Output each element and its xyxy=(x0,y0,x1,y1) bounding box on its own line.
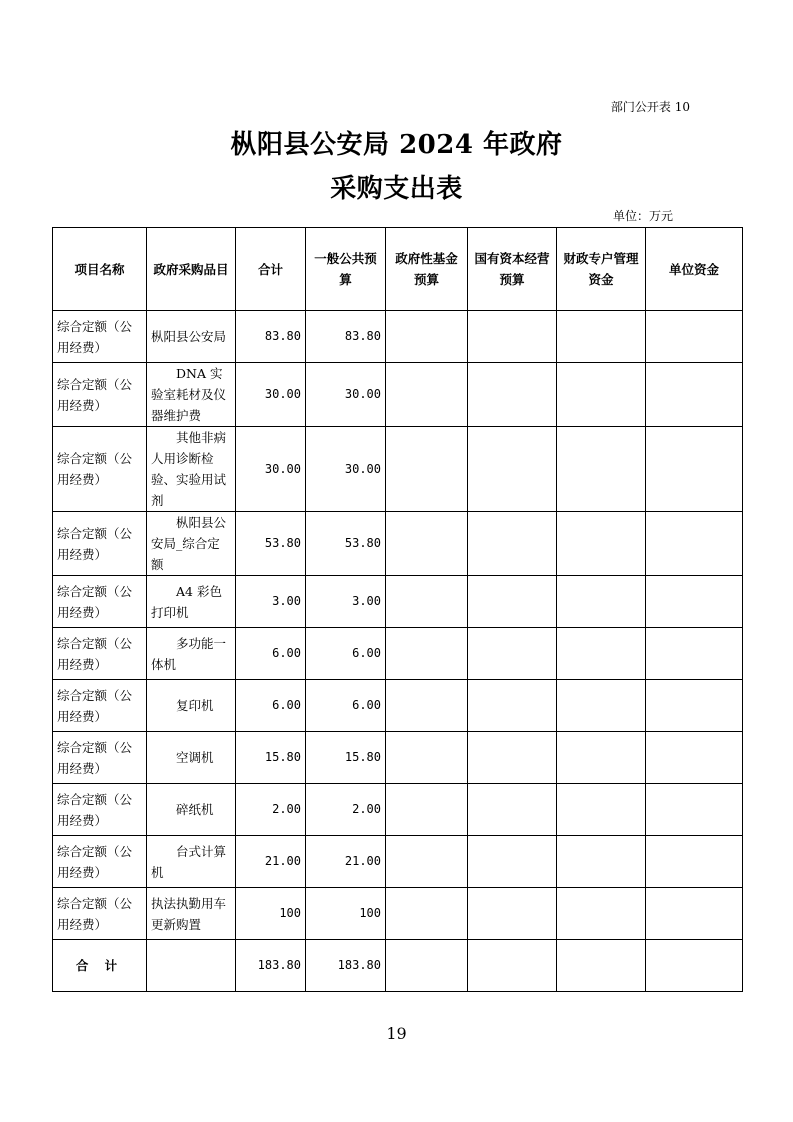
row-category: 多功能一体机 xyxy=(147,628,236,680)
empty-cell xyxy=(386,836,468,888)
empty-cell xyxy=(468,836,557,888)
row-category: 枞阳县公安局_综合定额 xyxy=(147,512,236,576)
header-special: 财政专户管理资金 xyxy=(557,228,646,311)
header-total: 合计 xyxy=(236,228,306,311)
row-general: 53.80 xyxy=(306,512,386,576)
row-total: 15.80 xyxy=(236,732,306,784)
row-total: 83.80 xyxy=(236,311,306,363)
empty-cell xyxy=(557,836,646,888)
empty-cell xyxy=(386,784,468,836)
empty-cell xyxy=(386,888,468,940)
empty-cell xyxy=(557,363,646,427)
empty-cell xyxy=(147,940,236,992)
empty-cell xyxy=(646,680,743,732)
row-name: 综合定额（公用经费） xyxy=(53,628,147,680)
row-category: 台式计算机 xyxy=(147,836,236,888)
empty-cell xyxy=(386,680,468,732)
table-row xyxy=(53,512,743,576)
empty-cell xyxy=(646,427,743,512)
empty-cell xyxy=(557,512,646,576)
row-total: 6.00 xyxy=(236,628,306,680)
empty-cell xyxy=(646,732,743,784)
row-category: DNA 实验室耗材及仪器维护费 xyxy=(147,363,236,427)
row-total: 2.00 xyxy=(236,784,306,836)
header-state: 国有资本经营预算 xyxy=(468,228,557,311)
empty-cell xyxy=(646,940,743,992)
row-name: 综合定额（公用经费） xyxy=(53,888,147,940)
table-row xyxy=(53,680,743,732)
empty-cell xyxy=(557,427,646,512)
empty-cell xyxy=(646,311,743,363)
empty-cell xyxy=(386,940,468,992)
empty-cell xyxy=(386,576,468,628)
row-total: 100 xyxy=(236,888,306,940)
empty-cell xyxy=(386,732,468,784)
table-row xyxy=(53,311,743,363)
row-total: 6.00 xyxy=(236,680,306,732)
row-general: 21.00 xyxy=(306,836,386,888)
row-category: 碎纸机 xyxy=(147,784,236,836)
row-general: 30.00 xyxy=(306,363,386,427)
row-general: 100 xyxy=(306,888,386,940)
row-name: 综合定额（公用经费） xyxy=(53,784,147,836)
empty-cell xyxy=(468,363,557,427)
row-name: 综合定额（公用经费） xyxy=(53,512,147,576)
row-category: 枞阳县公安局 xyxy=(147,311,236,363)
total-sum: 183.80 xyxy=(236,940,306,992)
table-row xyxy=(53,784,743,836)
empty-cell xyxy=(386,512,468,576)
document-tag: 部门公开表 10 xyxy=(610,100,690,114)
empty-cell xyxy=(468,311,557,363)
empty-cell xyxy=(468,888,557,940)
table-row xyxy=(53,888,743,940)
row-category: A4 彩色打印机 xyxy=(147,576,236,628)
empty-cell xyxy=(468,732,557,784)
row-general: 3.00 xyxy=(306,576,386,628)
header-fund: 政府性基金预算 xyxy=(386,228,468,311)
empty-cell xyxy=(646,784,743,836)
row-name: 综合定额（公用经费） xyxy=(53,576,147,628)
table-row xyxy=(53,628,743,680)
row-general: 6.00 xyxy=(306,680,386,732)
header-row xyxy=(53,228,743,311)
table-row xyxy=(53,427,743,512)
row-general: 83.80 xyxy=(306,311,386,363)
empty-cell xyxy=(646,836,743,888)
empty-cell xyxy=(646,512,743,576)
empty-cell xyxy=(557,680,646,732)
empty-cell xyxy=(386,311,468,363)
empty-cell xyxy=(468,680,557,732)
total-general: 183.80 xyxy=(306,940,386,992)
total-row xyxy=(53,940,743,992)
empty-cell xyxy=(557,940,646,992)
table-row xyxy=(53,732,743,784)
empty-cell xyxy=(646,363,743,427)
row-category: 空调机 xyxy=(147,732,236,784)
header-name: 项目名称 xyxy=(53,228,147,311)
header-unit-funds: 单位资金 xyxy=(646,228,743,311)
empty-cell xyxy=(468,512,557,576)
empty-cell xyxy=(557,732,646,784)
empty-cell xyxy=(468,576,557,628)
empty-cell xyxy=(557,628,646,680)
row-category: 复印机 xyxy=(147,680,236,732)
row-name: 综合定额（公用经费） xyxy=(53,363,147,427)
total-label: 合 计 xyxy=(53,940,147,992)
row-general: 15.80 xyxy=(306,732,386,784)
row-total: 3.00 xyxy=(236,576,306,628)
row-name: 综合定额（公用经费） xyxy=(53,427,147,512)
empty-cell xyxy=(557,888,646,940)
empty-cell xyxy=(646,628,743,680)
page-title-line-1: 枞阳县公安局 2024 年政府 xyxy=(230,130,563,160)
header-category: 政府采购品目 xyxy=(147,228,236,311)
empty-cell xyxy=(646,888,743,940)
row-category: 执法执勤用车更新购置 xyxy=(147,888,236,940)
empty-cell xyxy=(468,628,557,680)
empty-cell xyxy=(386,427,468,512)
row-total: 30.00 xyxy=(236,427,306,512)
empty-cell xyxy=(386,363,468,427)
unit-label: 单位：万元 xyxy=(612,209,673,223)
empty-cell xyxy=(468,427,557,512)
page-title-line-2: 采购支出表 xyxy=(330,174,463,204)
row-general: 2.00 xyxy=(306,784,386,836)
row-general: 30.00 xyxy=(306,427,386,512)
row-total: 21.00 xyxy=(236,836,306,888)
table-row xyxy=(53,576,743,628)
row-name: 综合定额（公用经费） xyxy=(53,311,147,363)
row-name: 综合定额（公用经费） xyxy=(53,680,147,732)
empty-cell xyxy=(557,576,646,628)
empty-cell xyxy=(468,784,557,836)
row-name: 综合定额（公用经费） xyxy=(53,836,147,888)
page-number: 19 xyxy=(386,1024,407,1043)
empty-cell xyxy=(646,576,743,628)
empty-cell xyxy=(468,940,557,992)
row-total: 53.80 xyxy=(236,512,306,576)
table-row xyxy=(53,836,743,888)
row-category: 其他非病人用诊断检验、实验用试剂 xyxy=(147,427,236,512)
empty-cell xyxy=(557,311,646,363)
empty-cell xyxy=(557,784,646,836)
row-general: 6.00 xyxy=(306,628,386,680)
procurement-table xyxy=(52,227,743,992)
empty-cell xyxy=(386,628,468,680)
row-name: 综合定额（公用经费） xyxy=(53,732,147,784)
table-row xyxy=(53,363,743,427)
header-general: 一般公共预算 xyxy=(306,228,386,311)
row-total: 30.00 xyxy=(236,363,306,427)
